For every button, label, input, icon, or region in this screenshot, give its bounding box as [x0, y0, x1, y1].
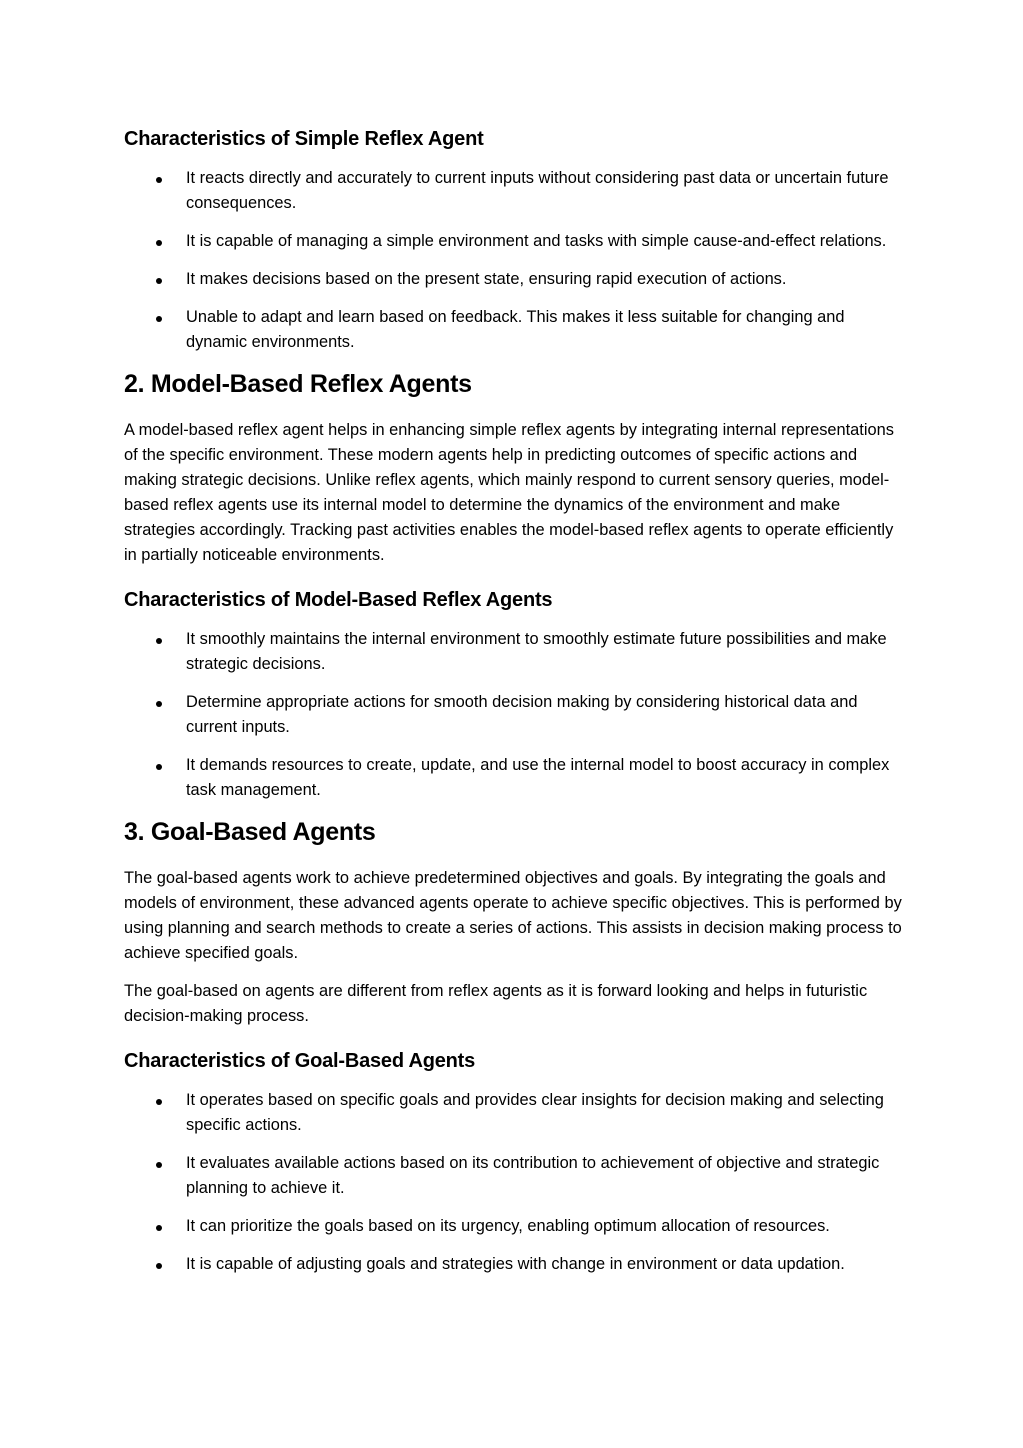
list-item: It is capable of adjusting goals and strategies with change in environment or data updation. — [124, 1252, 903, 1277]
list-item: It operates based on specific goals and provides clear insights for decision making and selecting specific actions. — [124, 1088, 903, 1138]
simple-reflex-characteristics-list — [124, 166, 903, 355]
bullet-icon — [156, 1162, 162, 1168]
bullet-icon — [156, 1099, 162, 1105]
goal-based-heading: 3. Goal-Based Agents — [124, 818, 376, 846]
goal-based-paragraph-2: The goal-based on agents are different from reflex agents as it is forward looking and helps in futuristic decision-making process. — [124, 982, 868, 1025]
list-item: It evaluates available actions based on its contribution to achievement of objective and strategic planning to achieve it. — [124, 1151, 903, 1201]
bullet-icon — [156, 1263, 162, 1269]
list-item: Determine appropriate actions for smooth decision making by considering historical data and current inputs. — [124, 690, 903, 740]
bullet-icon — [156, 177, 162, 183]
bullet-icon — [156, 316, 162, 322]
model-based-paragraph: A model-based reflex agent helps in enhancing simple reflex agents by integrating internal representations of the specific environment. These modern agents help in predicting outcomes of specific actions and making strategic decisions. Unlike reflex agents, which mainly respond to current sensory queries, model-based reflex agents use its internal model to determine the dynamics of the environment and make strategies accordingly. Tracking past activities enables the model-based reflex agents to operate efficiently in partially noticeable environments. — [124, 421, 894, 564]
list-item: It smoothly maintains the internal environment to smoothly estimate future possibilities and make strategic decisions. — [124, 627, 903, 677]
goal-based-characteristics-list — [124, 1088, 903, 1277]
bullet-icon — [156, 701, 162, 707]
list-item: It makes decisions based on the present state, ensuring rapid execution of actions. — [124, 267, 903, 292]
simple-reflex-characteristics-heading: Characteristics of Simple Reflex Agent — [124, 128, 484, 150]
bullet-icon — [156, 764, 162, 770]
list-item: It can prioritize the goals based on its urgency, enabling optimum allocation of resources. — [124, 1214, 903, 1239]
list-item: It reacts directly and accurately to current inputs without considering past data or uncertain future consequences. — [124, 166, 903, 216]
bullet-icon — [156, 638, 162, 644]
list-item: It demands resources to create, update, and use the internal model to boost accuracy in complex task management. — [124, 753, 903, 803]
model-based-characteristics-heading: Characteristics of Model-Based Reflex Agents — [124, 589, 553, 611]
list-item: Unable to adapt and learn based on feedback. This makes it less suitable for changing and dynamic environments. — [124, 305, 903, 355]
model-based-heading: 2. Model-Based Reflex Agents — [124, 370, 472, 398]
model-based-characteristics-list — [124, 627, 903, 803]
goal-based-characteristics-heading: Characteristics of Goal-Based Agents — [124, 1050, 476, 1072]
goal-based-paragraph-1: The goal-based agents work to achieve predetermined objectives and goals. By integrating the goals and models of environment, these advanced agents operate to achieve specific objectives. This is performed by using planning and search methods to create a series of actions. This assists in decision making process to achieve specified goals. — [124, 869, 902, 962]
list-item: It is capable of managing a simple environment and tasks with simple cause-and-effect relations. — [124, 229, 903, 254]
bullet-icon — [156, 240, 162, 246]
bullet-icon — [156, 278, 162, 284]
bullet-icon — [156, 1225, 162, 1231]
